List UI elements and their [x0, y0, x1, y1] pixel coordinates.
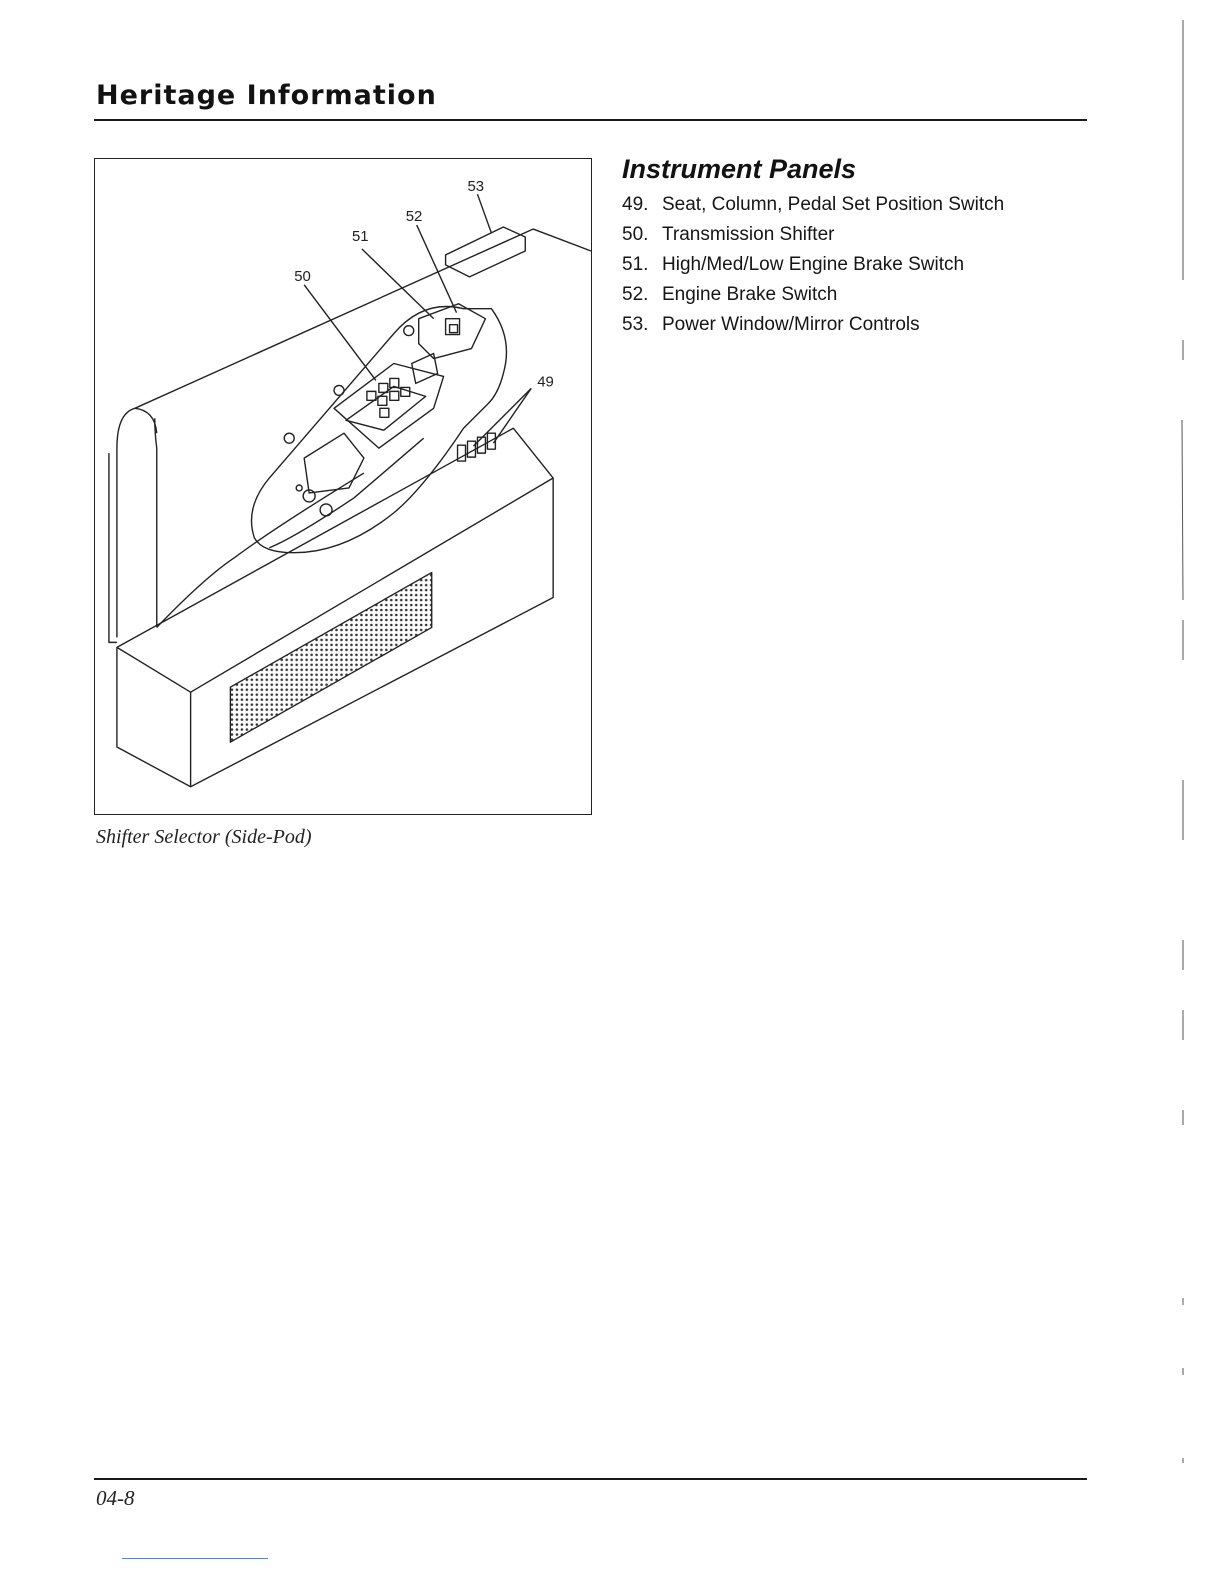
- side-pod-line-drawing: [95, 159, 591, 814]
- legend-item-49: [622, 190, 1004, 220]
- legend-item-53: [622, 310, 1004, 340]
- legend-number: 53.: [622, 314, 649, 335]
- legend-label: Engine Brake Switch: [662, 284, 838, 305]
- callout-51: 51: [351, 227, 369, 245]
- legend-list: [622, 190, 1004, 340]
- figure-caption: Shifter Selector (Side-Pod): [96, 826, 312, 848]
- legend-label: Transmission Shifter: [662, 224, 835, 245]
- legend-label: High/Med/Low Engine Brake Switch: [662, 254, 965, 275]
- page-header-title: Heritage Information: [96, 80, 437, 111]
- legend-item-52: [622, 280, 1004, 310]
- footer-divider: [94, 1478, 1087, 1480]
- callout-49: 49: [537, 373, 554, 391]
- legend-item-51: [622, 250, 1004, 280]
- callout-53: 53: [467, 178, 485, 196]
- header-divider: [94, 119, 1087, 121]
- page-number: 04-8: [96, 1486, 135, 1510]
- legend-number: 50.: [622, 224, 649, 245]
- section-heading: Instrument Panels: [622, 154, 857, 184]
- legend-number: 49.: [622, 194, 649, 215]
- callout-52: 52: [405, 208, 423, 226]
- callout-50: 50: [294, 267, 311, 285]
- legend-label: Power Window/Mirror Controls: [662, 314, 920, 335]
- legend-item-50: [622, 220, 1004, 250]
- legend-label: Seat, Column, Pedal Set Position Switch: [662, 194, 1005, 215]
- scan-blue-mark: [122, 1558, 268, 1559]
- figure-illustration: [94, 158, 592, 815]
- legend-number: 51.: [622, 254, 649, 275]
- legend-number: 52.: [622, 284, 649, 305]
- scan-edge-artifact: [1178, 0, 1188, 1584]
